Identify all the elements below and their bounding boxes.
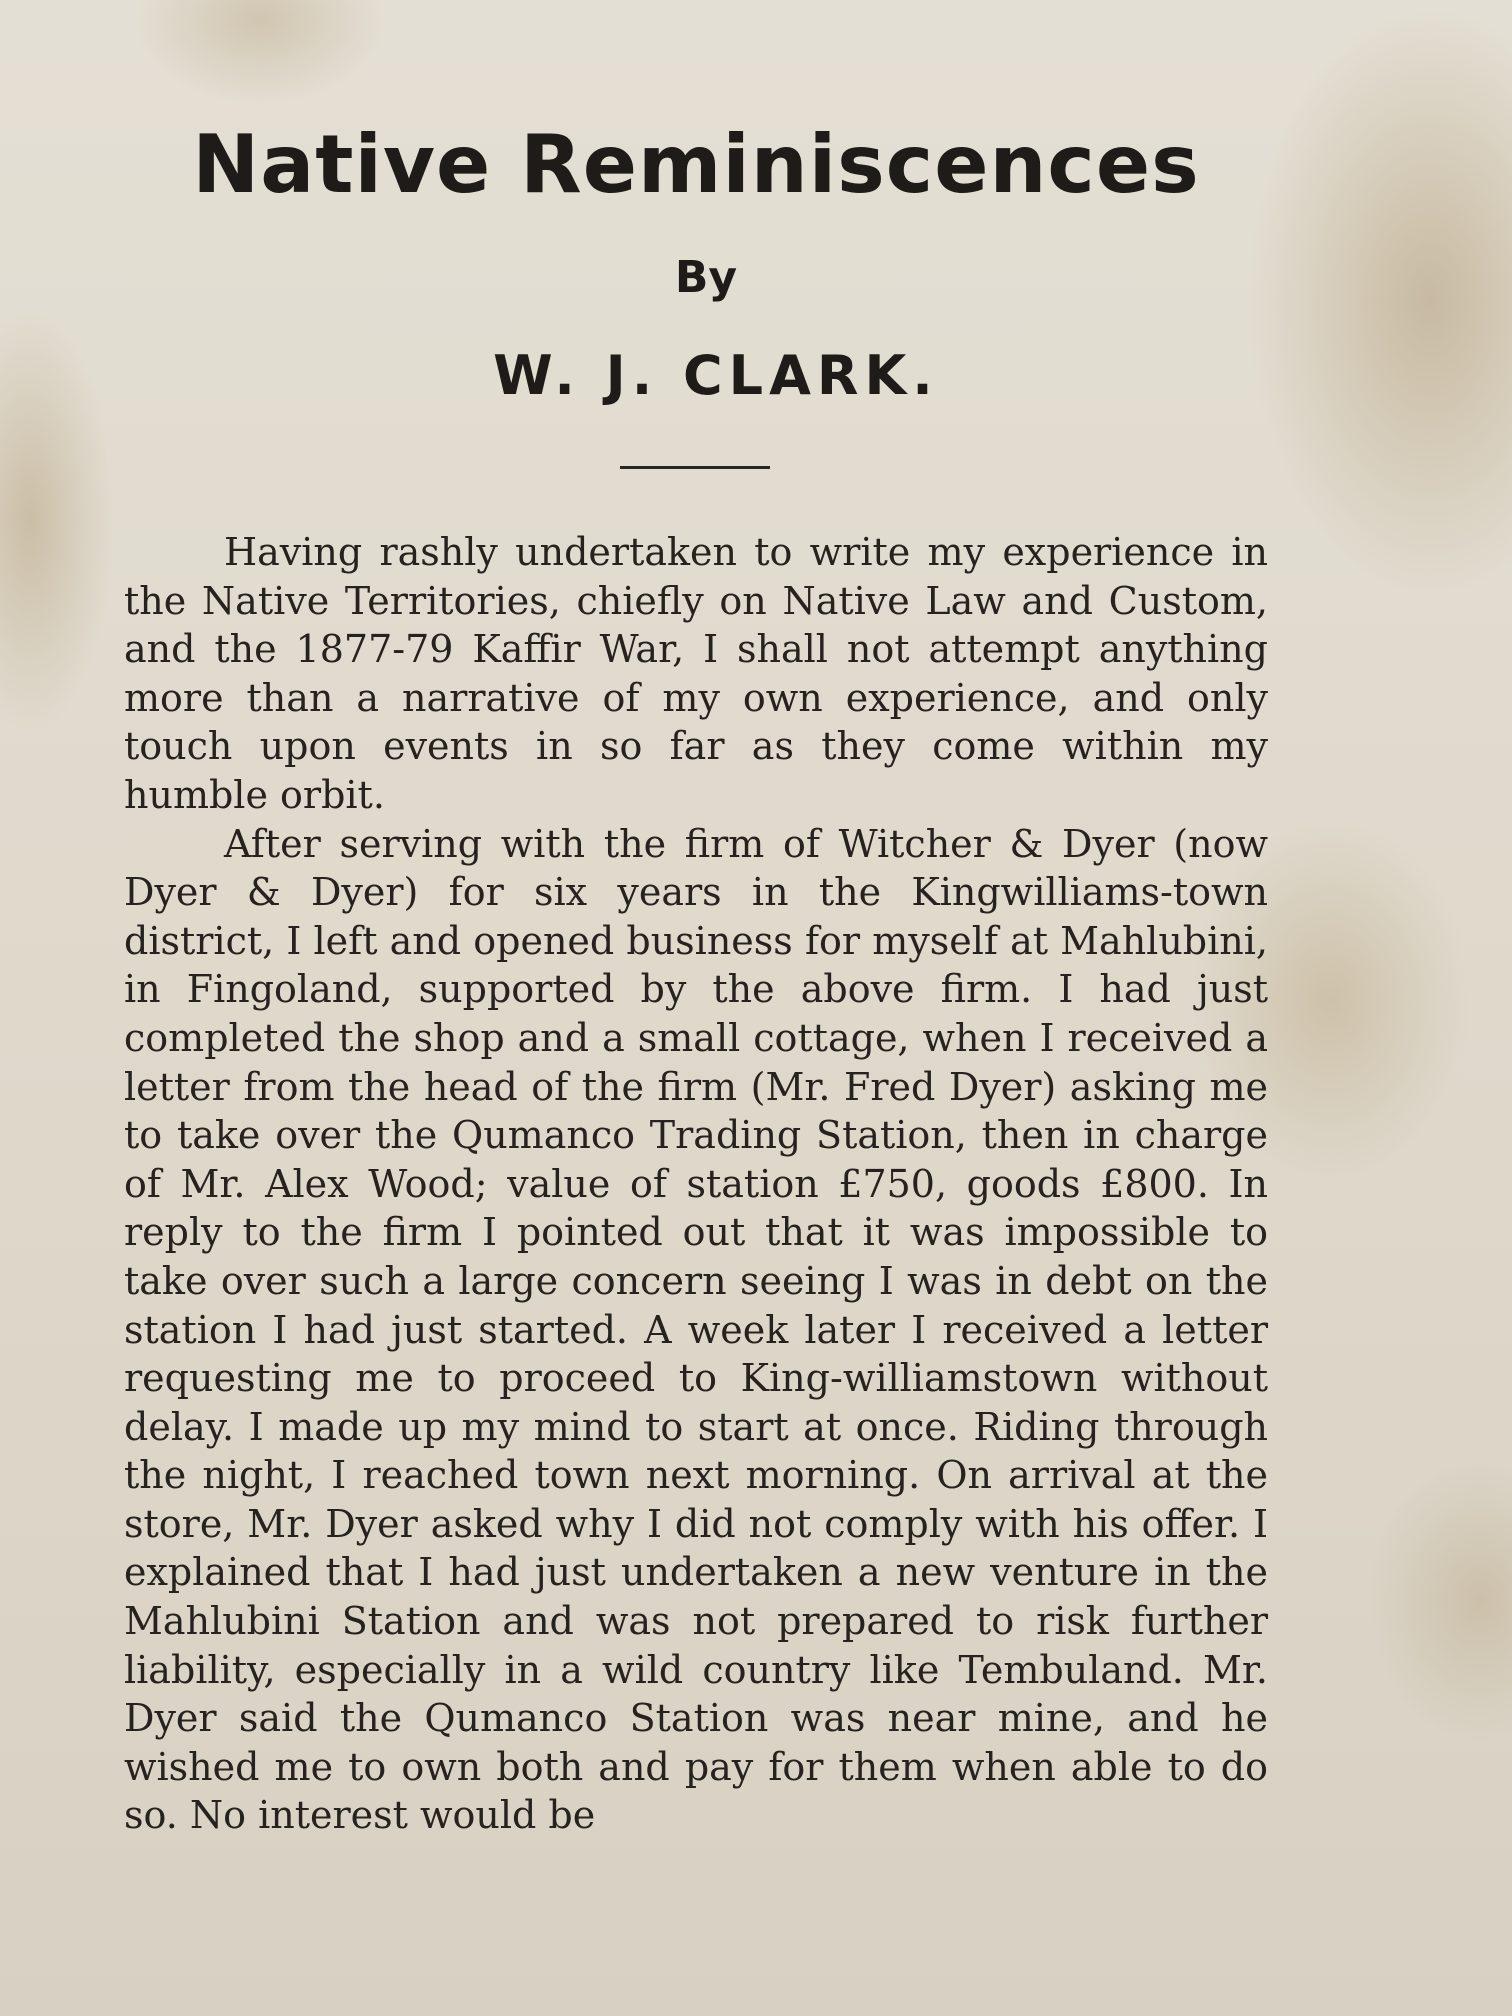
title-divider: [620, 466, 770, 469]
page-title: Native Reminiscences: [192, 118, 1200, 211]
article-body: [124, 528, 1268, 1840]
byline: By: [674, 252, 738, 303]
author-name: W. J. CLARK.: [493, 344, 939, 407]
paragraph-1: Having rashly undertaken to write my experience in the Native Territories, chiefly on Native Law and Custom, and the 1877-79 Kaffir War, I shall not attempt anything more than a narrative of my own experience, and only touch upon events in so far as they come within my humble orbit.: [124, 530, 1268, 817]
paragraph-2: After serving with the firm of Witcher & Dyer (now Dyer & Dyer) for six years in the Kingwilliams-town district, I left and opened business for myself at Mahlubini, in Fingoland, supported by the above firm. I had just completed the shop and a small cottage, when I received a letter from the head of the firm (Mr. Fred Dyer) asking me to take over the Qumanco Trading Station, then in charge of Mr. Alex Wood; value of station £750, goods £800. In reply to the firm I pointed out that it was impossible to take over such a large concern seeing I was in debt on the station I had just started. A week later I received a letter requesting me to proceed to King-williamstown without delay. I made up my mind to start at once. Riding through the night, I reached town next morning. On arrival at the store, Mr. Dyer asked why I did not comply with his offer. I explained that I had just undertaken a new venture in the Mahlubini Station and was not prepared to risk further liability, especially in a wild country like Tembuland. Mr. Dyer said the Qumanco Station was near mine, and he wished me to own both and pay for them when able to do so. No interest would be: [124, 821, 1268, 1838]
